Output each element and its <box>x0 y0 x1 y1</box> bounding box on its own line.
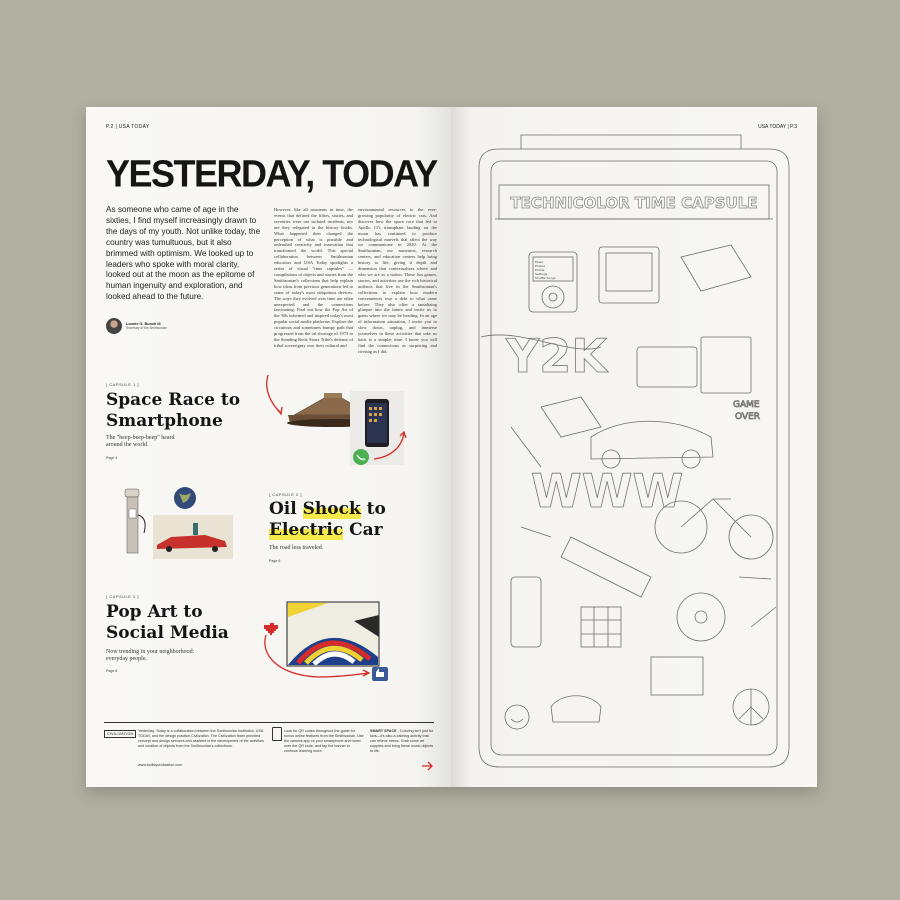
author-avatar <box>106 318 122 334</box>
svg-text:OVER: OVER <box>735 412 761 422</box>
footer-qr-info: Look for QR codes throughout the guide for bonus online features from the Smithsonian. Use the camera app on your smartphone and hover over the QR code, and tap the banner to continue learning more. <box>284 729 364 754</box>
highlight-shock: Shock <box>302 499 361 519</box>
capsule-1-page: Page 4 <box>106 456 118 460</box>
footer-smart-space: SMART SPACE - Coloring isn't just for kids—it's also a calming activity that can relieve stress. Grab some art supplies and bring these iconic objects to life. <box>370 729 434 754</box>
next-page-arrow-icon[interactable] <box>422 761 434 771</box>
capsule-1-tag: [ CAPSULE 1 ] <box>106 382 139 387</box>
thumbs-up-icon <box>372 667 388 681</box>
pixel-heart-icon <box>264 623 278 635</box>
intro-text: As someone who came of age in the sixties, I find myself increasingly drawn to the days of my youth. Not unlike today, the country was tumultuous, but it also brimmed with optimism. We looked up to leaders who spoke with moral clarity, looked out at the moon as the epitome of human ingenuity and exploration, and looked ahead to the future. <box>106 205 261 302</box>
cell-phone-icon <box>511 577 541 647</box>
civilization-logo: CIVILIZATION <box>104 730 136 738</box>
computer-icon <box>599 247 659 303</box>
page-headline: YESTERDAY, TODAY <box>106 151 437 195</box>
red-arrowhead-icon <box>277 407 282 414</box>
svg-text:Photos: Photos <box>535 264 546 268</box>
capsule-1-subtitle <box>106 435 175 449</box>
page-folio: USA TODAY | P.3 <box>758 124 797 130</box>
phone-call-icon <box>353 449 369 465</box>
capsule-3-illustration <box>258 597 408 687</box>
record-icon <box>677 593 725 641</box>
capsule-1-sub-line1: The "beep-beep-beep" heard <box>106 435 175 441</box>
right-page <box>451 107 817 787</box>
capsule-3-sub-line2: everyday people. <box>106 656 147 663</box>
capsule-3-sub-line1: Now trending in your neighborhood: <box>106 649 195 655</box>
byline-name: Lonnie G. Bunch III <box>126 322 161 326</box>
article-column-1: However, like all moments in time, the events that defined the fifties, sixties, and seventies were not isolated incidents, nor are they relegated to the history books. What happened then changed the perception of what is possible and unleashed creativity and innovation that transformed the world. This special collaboration between Smithsonian educators and USA Today spotlights a series of visual "time capsules" — compilations of objects and stories from the Smithsonian's collections that help explain how ideas from previous generations led to some of today's most ubiquitous devices. The ways they evolved over time are often unexpected and the connections fascinating. Find out how the Pop Art of the '60s informed and inspired today's most popular social media platforms. Explore the circuitous and sometimes bumpy path that progressed from the oil shortage of 1973 to the Standing Rock Sioux Tribe's defense of tribal sovereignty over their cultural and <box>274 207 353 348</box>
svg-text:Settings: Settings <box>535 272 548 276</box>
smartphone-icon <box>365 399 389 447</box>
smartphone-icon <box>272 727 282 741</box>
page-folio: P.2 | USA TODAY <box>106 124 150 130</box>
keyboard-icon <box>681 245 751 291</box>
rubiks-cube-icon <box>581 607 621 647</box>
smiley-icon <box>505 705 529 729</box>
capsule-3-subtitle <box>106 649 194 663</box>
capsule-2-title-line2: Electric Car <box>269 520 383 540</box>
svg-text:Shuffle Songs: Shuffle Songs <box>535 276 556 280</box>
page-footer <box>104 722 434 767</box>
capsule-3-title-line1: Pop Art to <box>106 602 203 622</box>
frame-top-cap <box>521 135 741 149</box>
capsule-1-title <box>106 390 240 432</box>
svg-text:Extras: Extras <box>535 268 545 272</box>
banner-title: TECHNICOLOR TIME CAPSULE <box>510 194 758 212</box>
capsule-2-subtitle: The road less traveled. <box>269 545 324 551</box>
www-text: WWW <box>531 464 684 518</box>
capsule-2-page: Page 6 <box>269 559 281 563</box>
document-icon <box>651 657 703 695</box>
capsule-1-title-line1: Space Race to <box>106 390 241 410</box>
y2k-text: Y2K <box>506 329 607 383</box>
red-arrow-icon <box>267 375 281 413</box>
capsule-1-illustration <box>266 367 431 472</box>
capsule-1-title-line2: Smartphone <box>106 411 223 431</box>
article-column-2: environmental resources to the ever-growing popularity of electric cars. And discover how the space race that led to Apollo 11's triumphant landing on the moon has continued to produce technological marvels that affect the way we communicate in 2020. At the Smithsonian, our museums, research centers, and education centers help bring history to life, giving it depth and dimension that contextualizes where and who we are as a nation. These fun games, stories, and activities use the rich historical artifacts that live in the Smithsonian's collections to explain how modern conveniences owe a debt to what came before. They also offer a tantalizing glimpse into the future and invite us to guess where we may be heading. In an age of information saturation, I invite you to slow down, unplug, and immerse yourselves in these activities that take us back to a simpler time. I know you will find the connections as surprising and riveting as I did. <box>358 207 437 354</box>
left-page <box>86 107 451 787</box>
capsule-1-sub-line2: around the world. <box>106 442 149 449</box>
svg-text:Music: Music <box>535 260 544 264</box>
footer-url[interactable]: www.builtbycivilization.com <box>138 763 183 767</box>
rocket-icon <box>561 537 651 597</box>
footer-credits: Yesterday, Today is a collaboration between the Smithsonian Institution, USA TODAY, and the design practice Civilization. The Civilization team provided concept and design services and assisted in the development of the activities and curation of objects from the Smithsonian's collections. <box>138 729 264 749</box>
capsule-2-illustration <box>121 485 241 565</box>
byline-role: Secretary of the Smithsonian <box>126 326 167 330</box>
coloring-page <box>451 107 817 787</box>
newspaper-spread <box>86 107 817 787</box>
capsule-3-page: Page 8 <box>106 669 118 673</box>
capsule-3-tag: [ CAPSULE 3 ] <box>106 594 139 599</box>
capsule-3-title <box>106 602 229 644</box>
capsule-2-title <box>269 499 386 541</box>
car-icon <box>591 421 713 459</box>
game-over-text: GAME <box>733 400 760 410</box>
capsule-3-title-line2: Social Media <box>106 623 229 643</box>
ipod-menu <box>535 260 556 280</box>
calculator-icon <box>637 347 697 387</box>
capsule-2-tag: [ CAPSULE 2 ] <box>269 492 302 497</box>
gas-pump-icon <box>125 489 145 553</box>
byline <box>106 318 167 334</box>
highlight-electric: Electric <box>269 520 344 540</box>
capsule-2-title-line1: Oil Shock to <box>269 499 386 519</box>
